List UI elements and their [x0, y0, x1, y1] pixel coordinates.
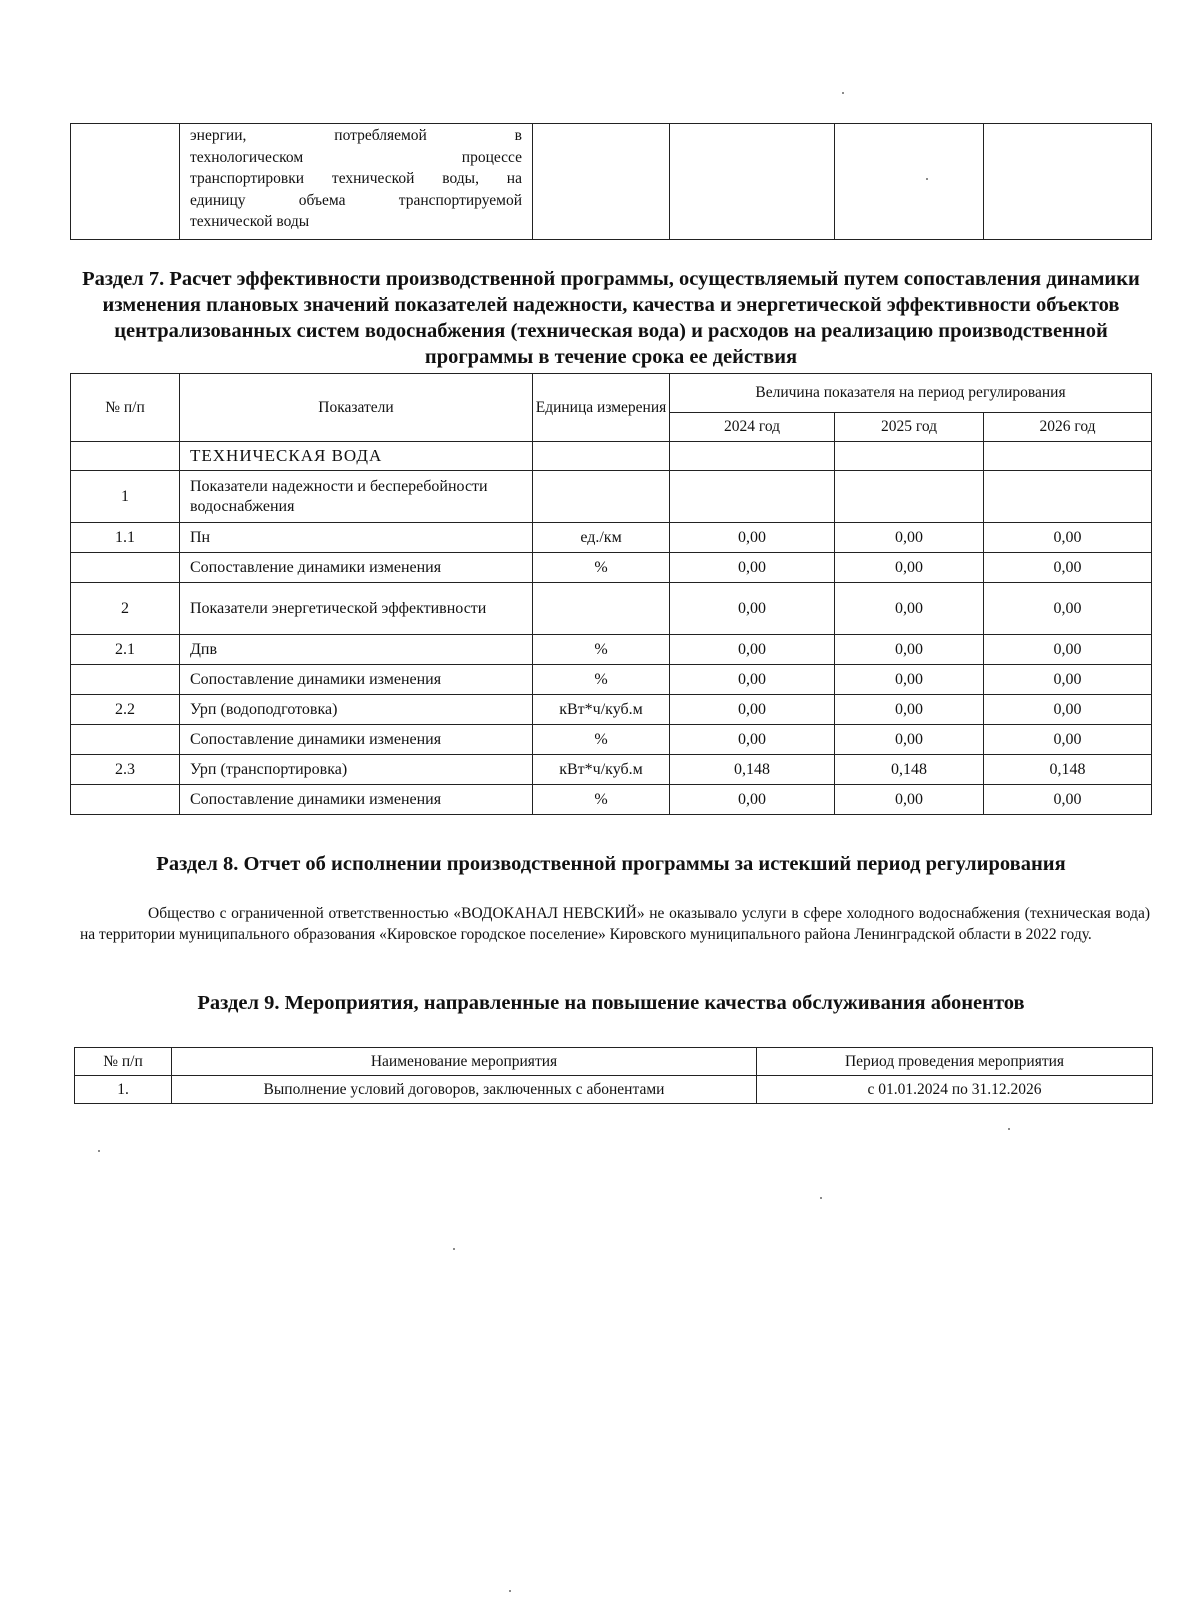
row-label: Урп (транспортировка) [180, 755, 533, 785]
row-label: Сопоставление динамики изменения [180, 553, 533, 583]
year-header: 2026 год [984, 413, 1152, 442]
scan-speck [1008, 1128, 1010, 1130]
row-num: 2.3 [71, 755, 180, 785]
year-header: 2025 год [835, 413, 984, 442]
row-num [71, 725, 180, 755]
row-value: 0,00 [835, 553, 984, 583]
row-unit: ед./км [533, 523, 670, 553]
cont-unit-cell [533, 124, 670, 240]
row-label: Урп (водоподготовка) [180, 695, 533, 725]
table-row [71, 755, 1152, 785]
row-value: 0,00 [670, 695, 835, 725]
row-num: 1 [71, 471, 180, 523]
section9-heading: Раздел 9. Мероприятия, направленные на повышение качества обслуживания абонентов [197, 992, 1025, 1014]
col-num-header: № п/п [71, 374, 180, 442]
col-name-header: Наименование мероприятия [172, 1048, 757, 1076]
row-num [71, 442, 180, 471]
table-row [75, 1076, 1153, 1104]
row-num: 2.1 [71, 635, 180, 665]
row-value: 0,00 [984, 695, 1152, 725]
row-label: Сопоставление динамики изменения [180, 725, 533, 755]
table-row [71, 785, 1152, 815]
row-value: 0,00 [984, 553, 1152, 583]
row-value: 0,00 [835, 665, 984, 695]
row-label: Сопоставление динамики изменения [180, 785, 533, 815]
row-unit [533, 471, 670, 523]
table-row [71, 471, 1152, 523]
row-value: 0,00 [835, 583, 984, 635]
row-value: 0,00 [835, 725, 984, 755]
row-unit: кВт*ч/куб.м [533, 755, 670, 785]
row-value: 0,00 [835, 523, 984, 553]
col-period-header: Период проведения мероприятия [757, 1048, 1153, 1076]
row-value: 0,00 [835, 785, 984, 815]
continuation-table [70, 123, 1152, 240]
table-row [71, 695, 1152, 725]
row-unit: % [533, 635, 670, 665]
row-value: 0,00 [984, 785, 1152, 815]
row-label: Пн [180, 523, 533, 553]
row-unit: % [533, 665, 670, 695]
row-value [835, 471, 984, 523]
row-value: 0,00 [984, 725, 1152, 755]
measures-table [74, 1047, 1153, 1104]
row-num: 2 [71, 583, 180, 635]
section8-heading: Раздел 8. Отчет об исполнении производственной программы за истекший период регулирования [156, 853, 1066, 875]
row-num [71, 553, 180, 583]
row-num [71, 665, 180, 695]
row-value: 0,00 [670, 785, 835, 815]
cont-line: энергии, потребляемой в [190, 127, 522, 144]
row-label: Сопоставление динамики изменения [180, 665, 533, 695]
row-label: Показатели энергетической эффективности [180, 583, 533, 635]
table-row [71, 635, 1152, 665]
cont-line: технологическом процессе [190, 148, 522, 166]
row-value: 0,00 [984, 523, 1152, 553]
section8-paragraph: Общество с ограниченной ответственностью «ВОДОКАНАЛ НЕВСКИЙ» не оказывало услуги в сфере холодного водоснабжения (техническая вода) на территории муниципального образования «Кировское городское поселение» Кировского муниципального района Ленинградской области в 2022 году. [80, 905, 1150, 943]
row-unit: % [533, 725, 670, 755]
row-num: 2.2 [71, 695, 180, 725]
table-row [71, 442, 1152, 471]
row-value [984, 471, 1152, 523]
cont-v2-cell [835, 124, 984, 240]
table-row [71, 665, 1152, 695]
scan-speck [820, 1197, 822, 1199]
cont-num-cell [71, 124, 180, 240]
cont-v3-cell [984, 124, 1152, 240]
section7-heading: Раздел 7. Расчет эффективности производственной программы, осуществляемый путем сопоставления динамики изменения плановых значений показателей надежности, качества и энергетической эффективности объектов централизованных систем водоснабжения (техническая вода) и расходов на реализацию производственной программы в течение срока ее действия [82, 268, 1140, 368]
row-value: 0,148 [670, 755, 835, 785]
row-value [835, 442, 984, 471]
row-value: 0,148 [984, 755, 1152, 785]
row-unit [533, 442, 670, 471]
indicators-table [70, 373, 1152, 815]
row-unit [533, 583, 670, 635]
row-num: 1. [75, 1076, 172, 1104]
row-num: 1.1 [71, 523, 180, 553]
row-value: 0,00 [670, 725, 835, 755]
row-unit: % [533, 553, 670, 583]
row-label: ТЕХНИЧЕСКАЯ ВОДА [180, 442, 533, 471]
scan-speck [926, 178, 928, 180]
col-indicator-header: Показатели [180, 374, 533, 442]
cont-line: единицу объема транспортируемой [190, 191, 522, 209]
row-value: 0,00 [835, 695, 984, 725]
row-unit: кВт*ч/куб.м [533, 695, 670, 725]
row-value: 0,00 [670, 665, 835, 695]
row-num [71, 785, 180, 815]
row-name: Выполнение условий договоров, заключенных с абонентами [172, 1076, 757, 1104]
row-value: 0,148 [835, 755, 984, 785]
row-unit: % [533, 785, 670, 815]
table-row [71, 725, 1152, 755]
row-value [984, 442, 1152, 471]
cont-v1-cell [670, 124, 835, 240]
row-value: 0,00 [984, 665, 1152, 695]
table-row [71, 583, 1152, 635]
scan-speck [509, 1590, 511, 1592]
row-period: с 01.01.2024 по 31.12.2026 [757, 1076, 1153, 1104]
row-value: 0,00 [984, 583, 1152, 635]
row-label: Показатели надежности и бесперебойности водоснабжения [180, 471, 533, 523]
table-row [71, 553, 1152, 583]
cont-line: транспортировки технической воды, на [190, 170, 522, 187]
table-row [71, 523, 1152, 553]
row-label: Дпв [180, 635, 533, 665]
col-unit-header: Единица измерения [533, 374, 670, 442]
scan-speck [98, 1150, 100, 1152]
cont-line: технической воды [190, 213, 310, 230]
row-value: 0,00 [835, 635, 984, 665]
col-num-header: № п/п [75, 1048, 172, 1076]
col-value-group-header: Величина показателя на период регулирования [670, 374, 1152, 413]
cont-indicator-cell [180, 124, 533, 240]
row-value [670, 471, 835, 523]
row-value: 0,00 [984, 635, 1152, 665]
row-value [670, 442, 835, 471]
scan-speck [453, 1248, 455, 1250]
row-value: 0,00 [670, 523, 835, 553]
row-value: 0,00 [670, 635, 835, 665]
year-header: 2024 год [670, 413, 835, 442]
row-value: 0,00 [670, 553, 835, 583]
scan-speck [842, 92, 844, 94]
row-value: 0,00 [670, 583, 835, 635]
